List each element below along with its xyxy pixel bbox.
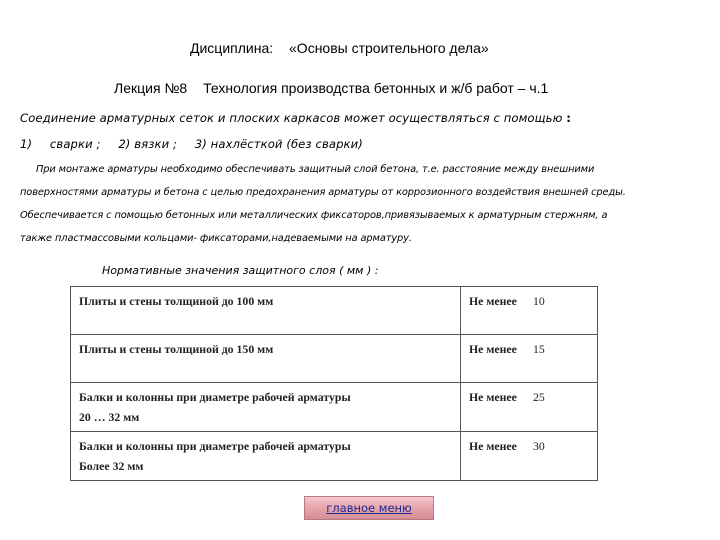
main-menu-button[interactable] — [304, 496, 434, 520]
row-value — [461, 432, 598, 481]
desc-line: Плиты и стены толщиной до 100 мм — [79, 294, 274, 308]
row-description — [71, 287, 461, 335]
min-value: 30 — [533, 439, 545, 453]
row-description — [71, 383, 461, 432]
method-item: 1) — [20, 137, 33, 151]
norms-table — [70, 286, 598, 481]
min-value: 25 — [533, 390, 545, 404]
method-item: 3) нахлёсткой (без сварки) — [194, 137, 363, 151]
desc-line: Балки и колонны при диаметре рабочей арматуры — [79, 439, 351, 453]
paragraph-line: При монтаже арматуры необходимо обеспечивать защитный слой бетона, т.е. расстояние между внешними — [36, 164, 595, 175]
main-menu-link[interactable]: главное меню — [326, 501, 412, 515]
discipline-line — [190, 40, 489, 56]
connection-text-line — [20, 111, 571, 125]
desc-line: Более 32 мм — [79, 459, 144, 473]
table-row — [71, 335, 598, 383]
row-value — [461, 335, 598, 383]
min-value: 15 — [533, 342, 545, 356]
lecture-number: Лекция №8 — [114, 80, 188, 96]
paragraph-line: Обеспечивается с помощью бетонных или металлических фиксаторов,привязываемых к арматурным стержням, а — [20, 210, 608, 221]
table-row — [71, 383, 598, 432]
paragraph-line: поверхностями арматуры и бетона с целью предохранения арматуры от коррозионного воздействия внешней среды. — [20, 187, 626, 198]
desc-line: Плиты и стены толщиной до 150 мм — [79, 342, 274, 356]
desc-line: 20 … 32 мм — [79, 410, 140, 424]
discipline-name: «Основы строительного дела» — [289, 40, 489, 56]
connection-text: Соединение арматурных сеток и плоских каркасов может осуществляться с помощью — [20, 111, 563, 125]
min-value: 10 — [533, 294, 545, 308]
discipline-label: Дисциплина: — [190, 40, 274, 56]
method-item: сварки ; — [49, 137, 101, 151]
min-label: Не менее — [469, 439, 517, 453]
lecture-heading — [114, 80, 548, 96]
min-label: Не менее — [469, 294, 517, 308]
paragraph-line: также пластмассовыми кольцами- фиксаторами,надеваемыми на арматуру. — [20, 233, 412, 244]
methods-line — [20, 137, 377, 151]
table-row — [71, 287, 598, 335]
row-description — [71, 432, 461, 481]
row-description — [71, 335, 461, 383]
connection-colon: : — [566, 111, 571, 125]
min-label: Не менее — [469, 390, 517, 404]
row-value — [461, 287, 598, 335]
method-item: 2) вязки ; — [118, 137, 177, 151]
table-row — [71, 432, 598, 481]
lecture-title: Технология производства бетонных и ж/б работ – ч.1 — [203, 80, 549, 96]
row-value — [461, 383, 598, 432]
norms-title: Нормативные значения защитного слоя ( мм ) : — [102, 264, 379, 277]
min-label: Не менее — [469, 342, 517, 356]
desc-line: Балки и колонны при диаметре рабочей арматуры — [79, 390, 351, 404]
